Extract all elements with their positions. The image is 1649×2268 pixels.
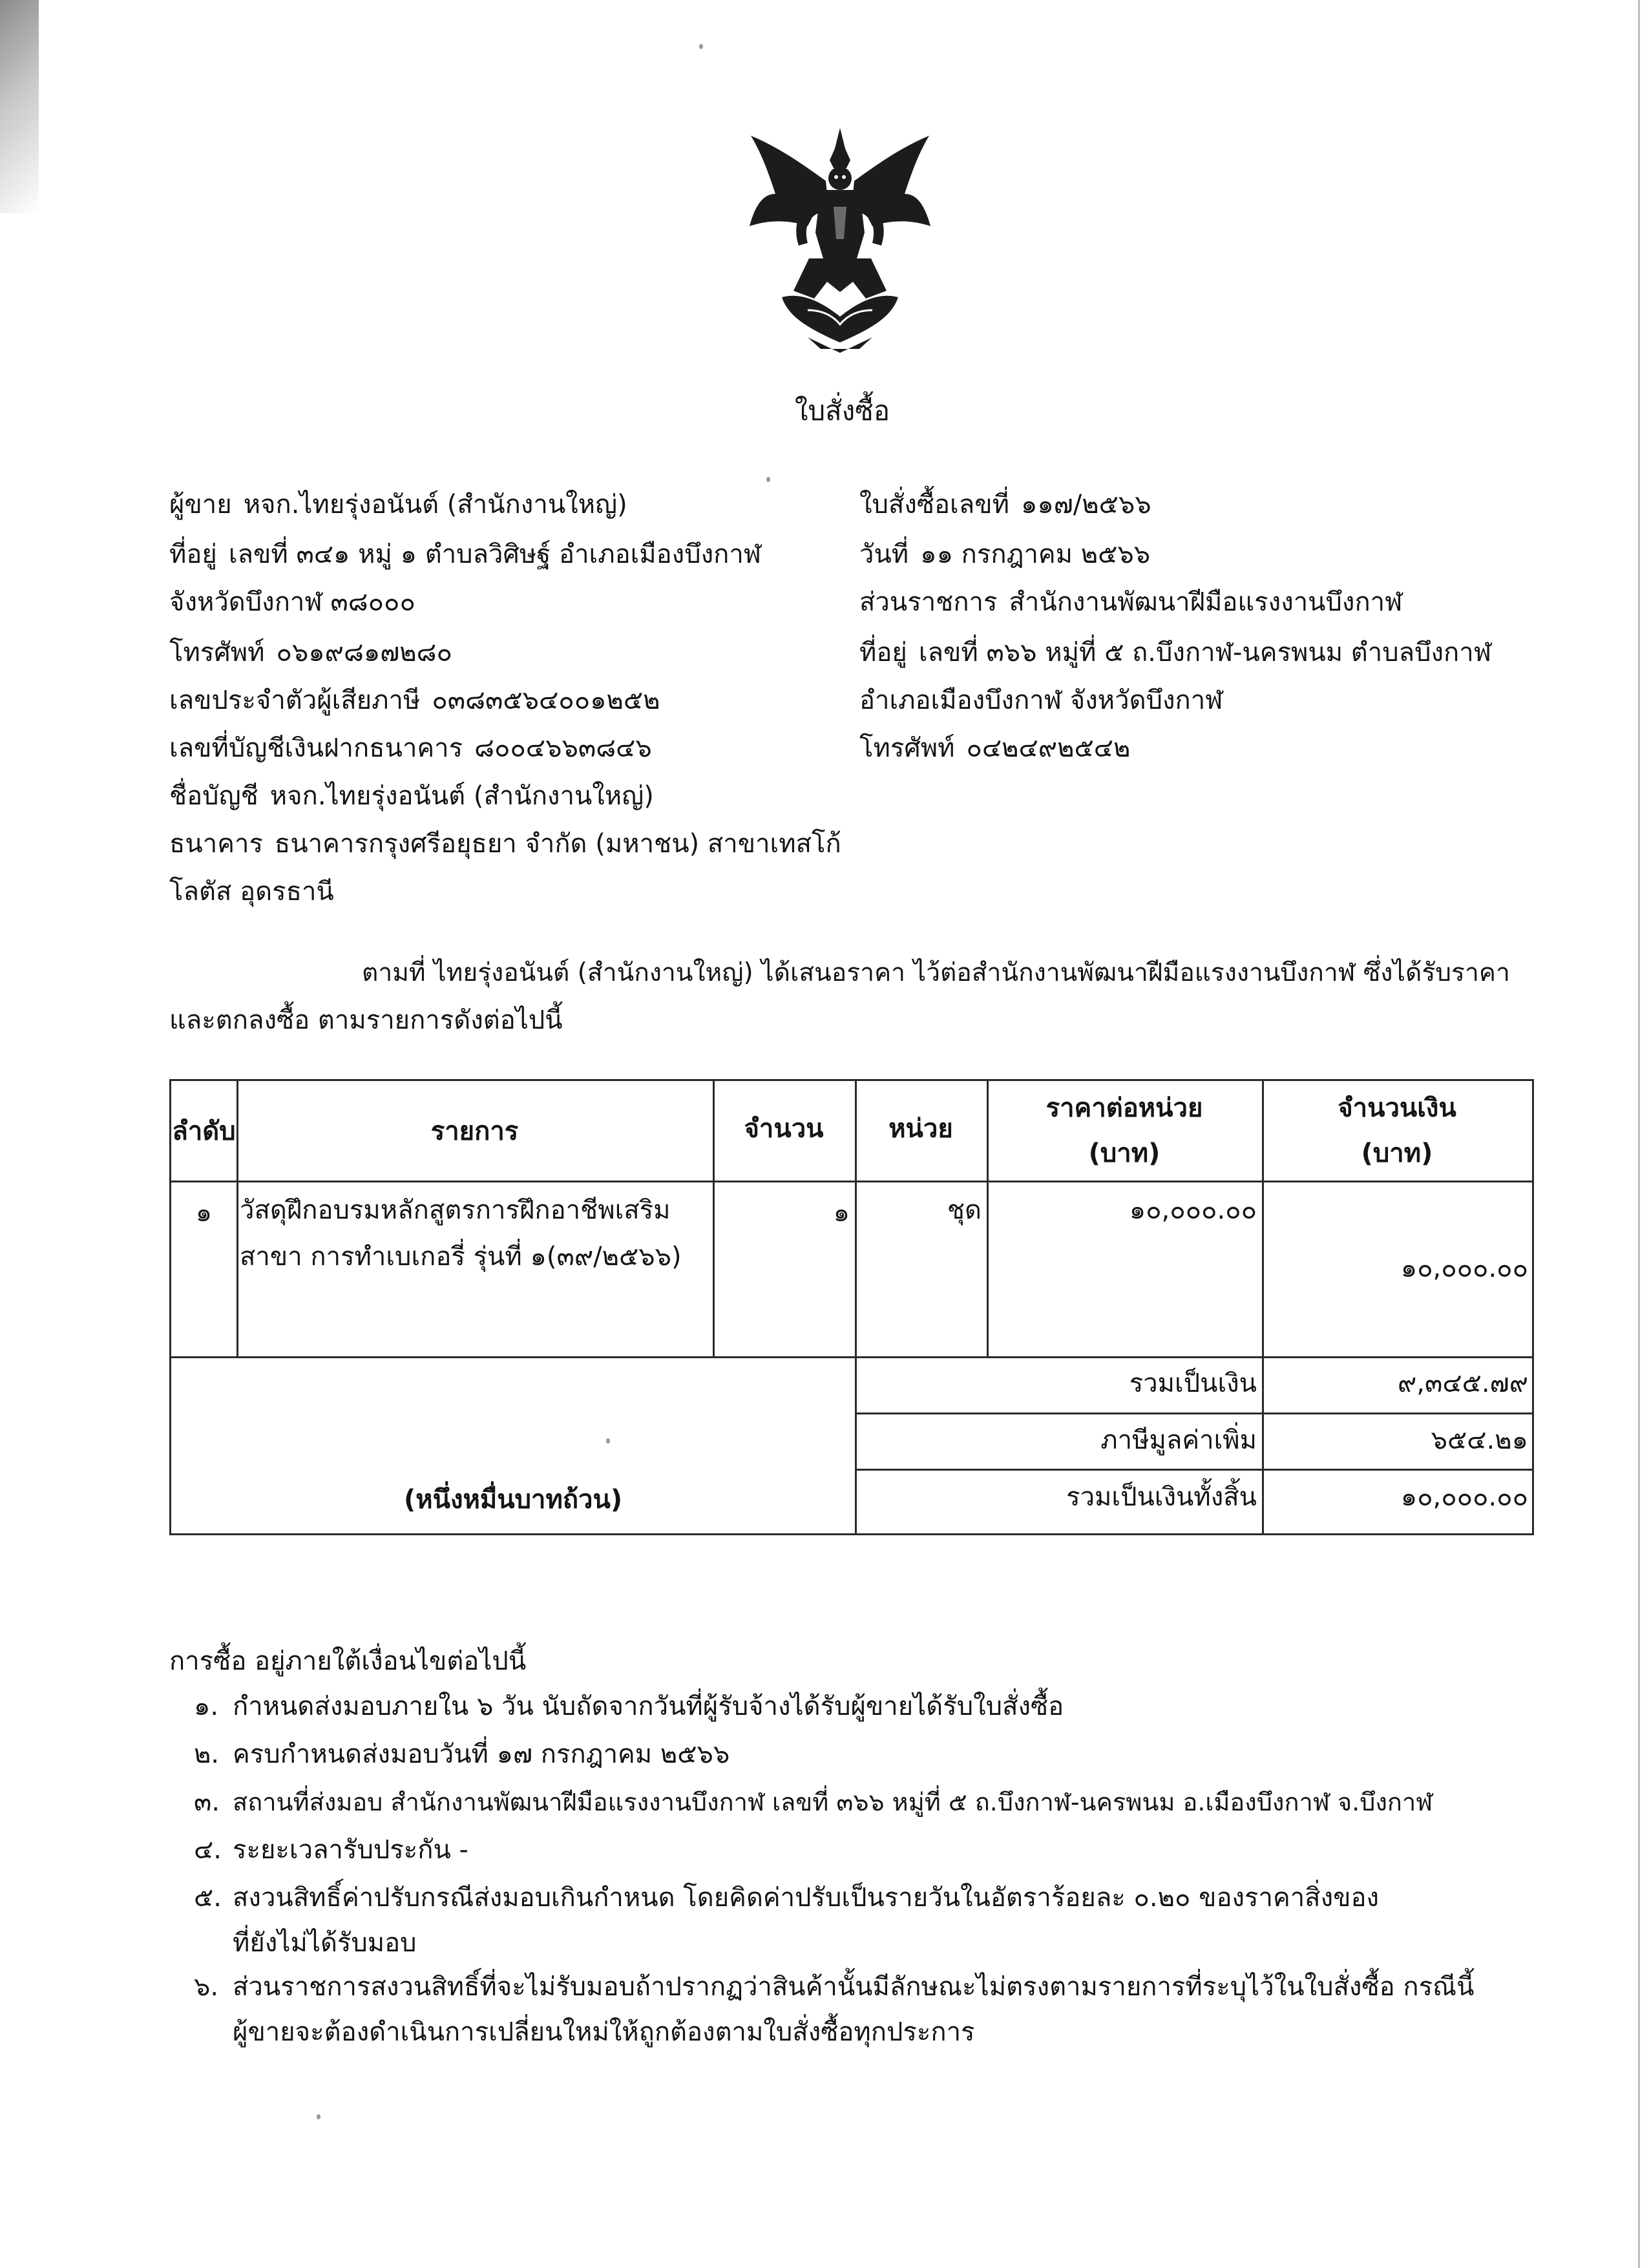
header-amount-sub: (บาท) bbox=[1361, 1139, 1433, 1168]
row-no: ๑ bbox=[195, 1198, 213, 1228]
order-address-line2: อำเภอเมืองบึงกาฬ จังหวัดบึงกาฬ bbox=[859, 686, 1223, 715]
row-unit-price: ๑๐,๐๐๐.๐๐ bbox=[1129, 1195, 1257, 1225]
order-date-label: วันที่ bbox=[859, 540, 909, 569]
col-rule-qty bbox=[855, 1081, 857, 1533]
order-number: ๑๑๗/๒๕๖๖ bbox=[1020, 490, 1151, 520]
order-address-label: ที่อยู่ bbox=[859, 638, 907, 667]
scan-edge-line bbox=[1638, 0, 1640, 2268]
vat-label: ภาษีมูลค่าเพิ่ม bbox=[1100, 1425, 1257, 1455]
seller-address-row bbox=[169, 538, 761, 571]
header-unit-price: ราคาต่อหน่วย bbox=[1045, 1093, 1203, 1123]
header-item: รายการ bbox=[430, 1117, 519, 1146]
condition-number: ๒. bbox=[194, 1739, 220, 1769]
vat-value: ๖๕๔.๒๑ bbox=[1431, 1425, 1528, 1455]
seller-name: หจก.ไทยรุ่งอนันต์ (สำนักงานใหญ่) bbox=[243, 490, 627, 520]
order-agency-label: ส่วนราชการ bbox=[859, 587, 998, 617]
garuda-emblem-icon bbox=[737, 123, 943, 355]
table-body-rule bbox=[171, 1356, 1532, 1358]
header-qty: จำนวน bbox=[744, 1114, 824, 1144]
total-label: รวมเป็นเงินทั้งสิ้น bbox=[1066, 1482, 1257, 1512]
condition-number: ๔. bbox=[194, 1835, 222, 1865]
condition-text-cont: ผู้ขายจะต้องดำเนินการเปลี่ยนใหม่ให้ถูกต้องตามใบสั่งซื้อทุกประการ bbox=[233, 2017, 975, 2047]
seller-bank-line1: ธนาคารกรุงศรีอยุธยา จำกัด (มหาชน) สาขาเทสโก้ bbox=[274, 829, 841, 859]
seller-bank-line2: โลตัส อุดรธานี bbox=[169, 877, 334, 907]
order-phone-label: โทรศัพท์ bbox=[859, 733, 955, 763]
order-phone: ๐๔๒๔๙๒๕๔๒ bbox=[966, 733, 1131, 763]
scan-speck bbox=[317, 2114, 320, 2119]
seller-phone-label: โทรศัพท์ bbox=[169, 638, 265, 667]
header-no: ลำดับ bbox=[172, 1117, 236, 1146]
items-table bbox=[169, 1079, 1534, 1535]
row-unit: ชุด bbox=[947, 1195, 982, 1225]
seller-bank-account-row bbox=[169, 731, 652, 765]
order-address-line1: เลขที่ ๓๖๖ หมู่ที่ ๕ ถ.บึงกาฬ-นครพนม ตำบลบึงกาฬ bbox=[918, 638, 1492, 667]
order-number-row bbox=[859, 488, 1151, 521]
scan-speck bbox=[766, 477, 770, 482]
condition-text: กำหนดส่งมอบภายใน ๖ วัน นับถัดจากวันที่ผู้รับจ้างได้รับผู้ขายได้รับใบสั่งซื้อ bbox=[233, 1692, 1064, 1721]
condition-text: ระยะเวลารับประกัน - bbox=[233, 1835, 468, 1865]
condition-number: ๓. bbox=[194, 1787, 220, 1817]
seller-tax-id: ๐๓๘๓๕๖๔๐๐๑๒๕๒ bbox=[432, 686, 660, 715]
subtotal-rule bbox=[855, 1412, 1532, 1414]
seller-phone-row bbox=[169, 636, 452, 669]
seller-tax-row bbox=[169, 684, 660, 717]
row-item-line2: สาขา การทำเบเกอรี่ รุ่นที่ ๑(๓๙/๒๕๖๖) bbox=[240, 1242, 682, 1272]
order-date: ๑๑ กรกฎาคม ๒๕๖๖ bbox=[920, 540, 1151, 569]
order-number-label: ใบสั่งซื้อเลขที่ bbox=[859, 490, 1009, 520]
order-phone-row bbox=[859, 731, 1130, 765]
subtotal-value: ๙,๓๔๕.๗๙ bbox=[1398, 1369, 1528, 1398]
seller-bank-row bbox=[169, 827, 841, 861]
condition-number: ๑. bbox=[194, 1692, 219, 1721]
intro-line1: ตามที่ ไทยรุ่งอนันต์ (สำนักงานใหญ่) ได้เสนอราคา ไว้ต่อสำนักงานพัฒนาฝีมือแรงงานบึงกาฬ ซึ่งได้รับราคา bbox=[362, 958, 1510, 987]
condition-number: ๕. bbox=[194, 1883, 222, 1913]
seller-address-label: ที่อยู่ bbox=[169, 540, 217, 569]
condition-text: ส่วนราชการสงวนสิทธิ์ที่จะไม่รับมอบถ้าปรากฏว่าสินค้านั้นมีลักษณะไม่ตรงตามรายการที่ระบุไว้ในใบสั่งซื้อ กรณีนี้ bbox=[233, 1972, 1475, 2002]
document-title: ใบสั่งซื้อ bbox=[795, 395, 890, 426]
row-item-line1: วัสดุฝึกอบรมหลักสูตรการฝึกอาชีพเสริม bbox=[240, 1195, 671, 1225]
subtotal-label: รวมเป็นเงิน bbox=[1129, 1369, 1257, 1398]
seller-account-name: หจก.ไทยรุ่งอนันต์ (สำนักงานใหญ่) bbox=[269, 781, 654, 811]
seller-address-line2: จังหวัดบึงกาฬ ๓๘๐๐๐ bbox=[169, 587, 415, 617]
conditions-heading: การซื้อ อยู่ภายใต้เงื่อนไขต่อไปนี้ bbox=[169, 1646, 527, 1676]
scan-speck bbox=[699, 44, 703, 49]
order-date-row bbox=[859, 538, 1150, 571]
seller-tax-label: เลขประจำตัวผู้เสียภาษี bbox=[169, 686, 421, 715]
scan-edge-shadow bbox=[0, 0, 39, 213]
seller-phone: ๐๖๑๙๘๑๗๒๘๐ bbox=[276, 638, 452, 667]
seller-name-row bbox=[169, 488, 627, 521]
row-qty: ๑ bbox=[833, 1198, 850, 1228]
order-address-row bbox=[859, 636, 1491, 669]
header-amount: จำนวนเงิน bbox=[1338, 1093, 1456, 1123]
vat-rule bbox=[855, 1469, 1532, 1471]
seller-address-line1: เลขที่ ๓๔๑ หมู่ ๑ ตำบลวิศิษฐ์ อำเภอเมืองบึงกาฬ bbox=[228, 540, 762, 569]
order-agency-row bbox=[859, 585, 1402, 619]
row-amount: ๑๐,๐๐๐.๐๐ bbox=[1400, 1254, 1528, 1283]
amount-in-words: (หนึ่งหมื่นบาทถ้วน) bbox=[404, 1485, 623, 1515]
seller-account-name-label: ชื่อบัญชี bbox=[169, 781, 258, 811]
seller-bank-label: ธนาคาร bbox=[169, 829, 263, 859]
condition-text: สถานที่ส่งมอบ สำนักงานพัฒนาฝีมือแรงงานบึงกาฬ เลขที่ ๓๖๖ หมู่ที่ ๕ ถ.บึงกาฬ-นครพนม อ.เมืองบึงกาฬ จ.บึงกาฬ bbox=[233, 1788, 1433, 1816]
seller-name-label: ผู้ขาย bbox=[169, 490, 232, 520]
header-unit-price-sub: (บาท) bbox=[1088, 1139, 1161, 1168]
header-unit: หน่วย bbox=[888, 1114, 953, 1144]
order-agency: สำนักงานพัฒนาฝีมือแรงงานบึงกาฬ bbox=[1009, 587, 1403, 617]
condition-number: ๖. bbox=[194, 1972, 219, 2002]
seller-bank-account: ๘๐๐๔๖๖๓๘๔๖ bbox=[474, 733, 652, 763]
total-value: ๑๐,๐๐๐.๐๐ bbox=[1400, 1482, 1528, 1512]
condition-text: ครบกำหนดส่งมอบวันที่ ๑๗ กรกฎาคม ๒๕๖๖ bbox=[233, 1739, 730, 1769]
scan-speck bbox=[606, 1438, 610, 1444]
seller-bank-account-label: เลขที่บัญชีเงินฝากธนาคาร bbox=[169, 733, 463, 763]
condition-text-cont: ที่ยังไม่ได้รับมอบ bbox=[233, 1928, 417, 1958]
intro-line2: และตกลงซื้อ ตามรายการดังต่อไปนี้ bbox=[169, 1005, 563, 1035]
seller-account-name-row bbox=[169, 779, 654, 813]
condition-text: สงวนสิทธิ์ค่าปรับกรณีส่งมอบเกินกำหนด โดยคิดค่าปรับเป็นรายวันในอัตราร้อยละ ๐.๒๐ ของราคาสิ่งของ bbox=[233, 1883, 1380, 1913]
table-header-rule bbox=[171, 1181, 1532, 1182]
